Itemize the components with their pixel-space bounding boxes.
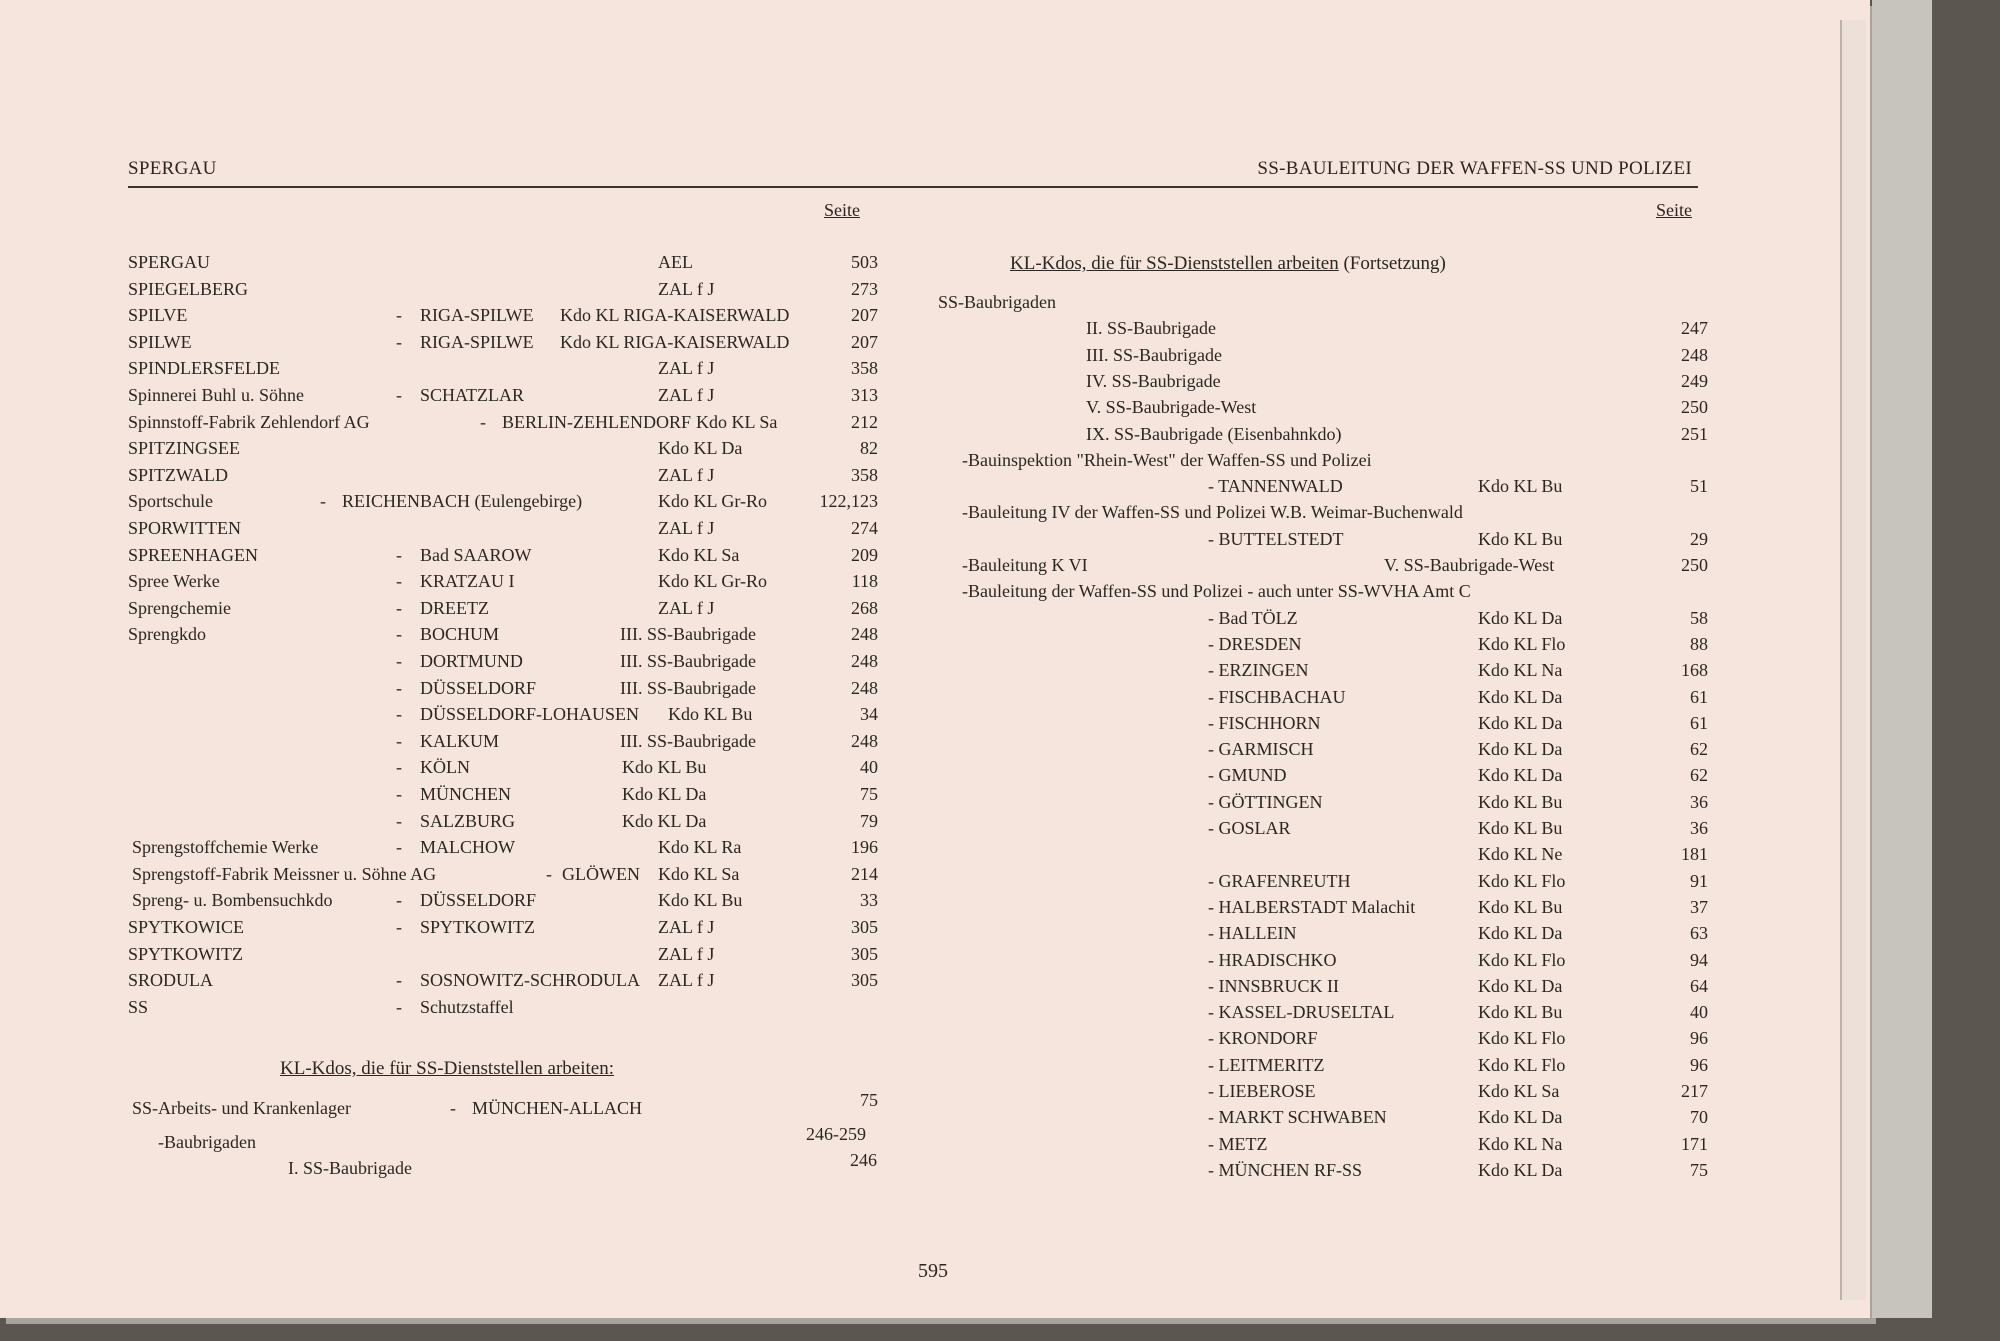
left-index-row bbox=[128, 465, 878, 491]
entry-page: 246-259 bbox=[806, 1124, 866, 1144]
right-index-row bbox=[938, 844, 1708, 870]
row-page: 94 bbox=[1690, 950, 1708, 970]
page-number: 595 bbox=[918, 1260, 948, 1282]
entry-page: 248 bbox=[851, 651, 878, 671]
entry-place: MÜNCHEN-ALLACH bbox=[472, 1098, 642, 1118]
entry-place: MÜNCHEN bbox=[420, 784, 512, 804]
entry-type: Kdo KL Gr-Ro bbox=[658, 571, 767, 591]
row-place: - FISCHBACHAU bbox=[1208, 687, 1346, 707]
row-type: Kdo KL Bu bbox=[1478, 529, 1563, 549]
entry-page: 248 bbox=[851, 731, 878, 751]
entry-page: 273 bbox=[851, 279, 878, 299]
row-brigade: II. SS-Baubrigade bbox=[1086, 318, 1216, 338]
right-index-row bbox=[938, 1081, 1708, 1107]
left-index-row bbox=[128, 305, 878, 331]
seite-label-right: Seite bbox=[1656, 200, 1692, 220]
right-index-row bbox=[938, 739, 1708, 765]
entry-place: DREETZ bbox=[420, 598, 489, 618]
left-index-row bbox=[128, 438, 878, 464]
entry-page: 207 bbox=[851, 305, 878, 325]
entry-place: DÜSSELDORF-LOHAUSEN bbox=[420, 704, 640, 724]
row-page: 51 bbox=[1690, 476, 1708, 496]
entry-dash: - bbox=[396, 757, 402, 777]
row-page: 75 bbox=[1690, 1160, 1708, 1180]
entry-name: SPIEGELBERG bbox=[128, 279, 249, 299]
row-page: 70 bbox=[1690, 1107, 1708, 1127]
entry-name: SS-Arbeits- und Krankenlager bbox=[132, 1098, 351, 1118]
row-brigade: IV. SS-Baubrigade bbox=[1086, 371, 1221, 391]
entry-type: Kdo KL RIGA-KAISERWALD bbox=[560, 332, 790, 352]
right-index-row bbox=[938, 765, 1708, 791]
row-type: Kdo KL Flo bbox=[1478, 1028, 1566, 1048]
entry-page: 122,123 bbox=[819, 491, 878, 511]
row-heading: -Bauleitung der Waffen-SS und Polizei - auch unter SS-WVHA Amt C bbox=[962, 581, 1471, 601]
entry-name: Spree Werke bbox=[128, 571, 220, 591]
row-type: Kdo KL Sa bbox=[1478, 1081, 1560, 1101]
row-place: - HALLEIN bbox=[1208, 923, 1297, 943]
entry-name: Spinnstoff-Fabrik Zehlendorf AG bbox=[128, 412, 370, 432]
right-index-row bbox=[938, 950, 1708, 976]
entry-page: 313 bbox=[851, 385, 878, 405]
running-header-left: SPERGAU bbox=[128, 158, 217, 179]
entry-dash: - bbox=[396, 571, 402, 591]
entry-page: 246 bbox=[850, 1150, 877, 1170]
right-index-row bbox=[938, 660, 1708, 686]
entry-type: ZAL f J bbox=[658, 970, 715, 990]
row-place: - METZ bbox=[1208, 1134, 1268, 1154]
entry-type: III. SS-Baubrigade bbox=[620, 731, 756, 751]
entry-type: ZAL f J bbox=[658, 385, 715, 405]
row-type: Kdo KL Na bbox=[1478, 660, 1563, 680]
entry-place: KÖLN bbox=[420, 757, 470, 777]
entry-page: 196 bbox=[851, 837, 878, 857]
entry-name: SPREENHAGEN bbox=[128, 545, 259, 565]
left-index-row bbox=[128, 412, 878, 438]
entry-dash: - bbox=[396, 890, 402, 910]
right-index-row bbox=[938, 1134, 1708, 1160]
entry-type: ZAL f J bbox=[658, 465, 715, 485]
row-page: 61 bbox=[1690, 713, 1708, 733]
entry-type: ZAL f J bbox=[658, 358, 715, 378]
entry-type: Kdo KL Da bbox=[622, 784, 707, 804]
right-section-title: KL-Kdos, die für SS-Dienststellen arbeiten bbox=[1010, 253, 1339, 274]
entry-place: Bad SAAROW bbox=[420, 545, 532, 565]
right-section-title-suffix: (Fortsetzung) bbox=[1343, 253, 1446, 274]
entry-place: RIGA-SPILWE bbox=[420, 305, 534, 325]
row-heading: -Bauinspektion "Rhein-West" der Waffen-SS und Polizei bbox=[962, 450, 1372, 470]
left-index-row bbox=[128, 598, 878, 624]
entry-page: 248 bbox=[851, 624, 878, 644]
entry-type: III. SS-Baubrigade bbox=[620, 651, 756, 671]
entry-page: 79 bbox=[860, 811, 878, 831]
left-index-row bbox=[128, 997, 878, 1023]
entry-dash: - bbox=[450, 1098, 456, 1118]
left-index-row bbox=[128, 757, 878, 783]
row-type: Kdo KL Da bbox=[1478, 739, 1563, 759]
row-place: - LIEBEROSE bbox=[1208, 1081, 1316, 1101]
row-page: 58 bbox=[1690, 608, 1708, 628]
right-index-row bbox=[938, 581, 1708, 607]
entry-page: 82 bbox=[860, 438, 878, 458]
row-page: 61 bbox=[1690, 687, 1708, 707]
entry-place: Schutzstaffel bbox=[420, 997, 514, 1017]
entry-page: 274 bbox=[851, 518, 878, 538]
entry-name: I. SS-Baubrigade bbox=[288, 1158, 412, 1178]
entry-page: 33 bbox=[860, 890, 878, 910]
entry-name: SPINDLERSFELDE bbox=[128, 358, 281, 378]
row-page: 168 bbox=[1681, 660, 1708, 680]
left-index-row bbox=[128, 784, 878, 810]
entry-type: ZAL f J bbox=[658, 917, 715, 937]
seite-label-left: Seite bbox=[824, 200, 860, 220]
entry-dash: - bbox=[396, 678, 402, 698]
entry-dash: - bbox=[396, 917, 402, 937]
entry-page: 75 bbox=[860, 784, 878, 804]
row-page: 62 bbox=[1690, 765, 1708, 785]
entry-place: REICHENBACH (Eulengebirge) bbox=[342, 491, 583, 511]
entry-name: SPYTKOWITZ bbox=[128, 944, 243, 964]
row-page: 247 bbox=[1681, 318, 1708, 338]
entry-page: 268 bbox=[851, 598, 878, 618]
entry-place: GLÖWEN bbox=[562, 864, 640, 884]
left-index-row bbox=[128, 811, 878, 837]
entry-dash: - bbox=[396, 624, 402, 644]
left-index-row bbox=[128, 545, 878, 571]
row-type: Kdo KL Na bbox=[1478, 1134, 1563, 1154]
entry-name: Sprengchemie bbox=[128, 598, 231, 618]
book-binding bbox=[1872, 0, 1932, 1318]
right-index-row bbox=[938, 450, 1708, 476]
row-page: 29 bbox=[1690, 529, 1708, 549]
right-index-row bbox=[938, 555, 1708, 581]
right-index-row bbox=[938, 1107, 1708, 1133]
left-index-row bbox=[128, 890, 878, 916]
row-heading: -Bauleitung IV der Waffen-SS und Polizei W.B. Weimar-Buchenwald bbox=[962, 502, 1463, 522]
right-index-row bbox=[938, 318, 1708, 344]
entry-dash: - bbox=[396, 731, 402, 751]
entry-type: Kdo KL Bu bbox=[658, 890, 743, 910]
entry-type: ZAL f J bbox=[658, 279, 715, 299]
row-page: 40 bbox=[1690, 1002, 1708, 1022]
left-index-row bbox=[128, 678, 878, 704]
row-place: - BUTTELSTEDT bbox=[1208, 529, 1344, 549]
entry-dash: - bbox=[396, 305, 402, 325]
entry-page: 358 bbox=[851, 465, 878, 485]
entry-dash: - bbox=[396, 970, 402, 990]
left-index-row bbox=[128, 518, 878, 544]
left-index-row bbox=[128, 385, 878, 411]
row-type: Kdo KL Da bbox=[1478, 976, 1563, 996]
row-place: - HRADISCHKO bbox=[1208, 950, 1337, 970]
right-index-row bbox=[938, 1002, 1708, 1028]
row-type: Kdo KL Bu bbox=[1478, 792, 1563, 812]
row-place: - FISCHHORN bbox=[1208, 713, 1321, 733]
entry-dash: - bbox=[396, 651, 402, 671]
row-heading: -Bauleitung K VI bbox=[962, 555, 1088, 575]
left-index-row bbox=[128, 864, 878, 890]
row-type: Kdo KL Flo bbox=[1478, 950, 1566, 970]
entry-dash: - bbox=[396, 385, 402, 405]
right-index-row bbox=[938, 476, 1708, 502]
row-place: - GÖTTINGEN bbox=[1208, 792, 1323, 812]
entry-place: SALZBURG bbox=[420, 811, 516, 831]
row-place: - GRAFENREUTH bbox=[1208, 871, 1351, 891]
row-type: Kdo KL Bu bbox=[1478, 897, 1563, 917]
right-index-row bbox=[938, 792, 1708, 818]
entry-name: SS bbox=[128, 997, 149, 1017]
row-place: - DRESDEN bbox=[1208, 634, 1302, 654]
row-type: Kdo KL Ne bbox=[1478, 844, 1563, 864]
entry-name: SPORWITTEN bbox=[128, 518, 242, 538]
right-index-row bbox=[938, 397, 1708, 423]
entry-type: Kdo KL Sa bbox=[696, 412, 778, 432]
entry-name: SPITZWALD bbox=[128, 465, 228, 485]
row-type: Kdo KL Bu bbox=[1478, 476, 1563, 496]
header-rule bbox=[128, 186, 1698, 188]
row-page: 63 bbox=[1690, 923, 1708, 943]
page-edge bbox=[1840, 20, 1866, 1300]
left-index-row bbox=[128, 970, 878, 996]
right-index-row bbox=[938, 529, 1708, 555]
entry-page: 503 bbox=[851, 252, 878, 272]
row-page: 37 bbox=[1690, 897, 1708, 917]
entry-dash: - bbox=[396, 811, 402, 831]
entry-type: Kdo KL Gr-Ro bbox=[658, 491, 767, 511]
row-type: Kdo KL Flo bbox=[1478, 871, 1566, 891]
left-index-row bbox=[128, 944, 878, 970]
row-place: - LEITMERITZ bbox=[1208, 1055, 1325, 1075]
entry-place: BOCHUM bbox=[420, 624, 500, 644]
row-place: - KRONDORF bbox=[1208, 1028, 1318, 1048]
entry-dash: - bbox=[320, 491, 326, 511]
row-place: - HALBERSTADT Malachit bbox=[1208, 897, 1416, 917]
right-index-row bbox=[938, 1055, 1708, 1081]
row-place: - GMUND bbox=[1208, 765, 1287, 785]
right-index-row bbox=[938, 976, 1708, 1002]
entry-dash: - bbox=[396, 545, 402, 565]
row-page: 96 bbox=[1690, 1055, 1708, 1075]
entry-place: SPYTKOWITZ bbox=[420, 917, 535, 937]
entry-name: SPERGAU bbox=[128, 252, 211, 272]
entry-type: Kdo KL Da bbox=[658, 438, 743, 458]
row-page: 217 bbox=[1681, 1081, 1708, 1101]
entry-type: Kdo KL Bu bbox=[622, 757, 707, 777]
entry-page: 305 bbox=[851, 970, 878, 990]
row-place: - INNSBRUCK II bbox=[1208, 976, 1340, 996]
left-index-row bbox=[128, 731, 878, 757]
entry-page: 40 bbox=[860, 757, 878, 777]
row-brigade: III. SS-Baubrigade bbox=[1086, 345, 1222, 365]
entry-type: Kdo KL Bu bbox=[668, 704, 753, 724]
left-index-row bbox=[128, 624, 878, 650]
row-type: Kdo KL Flo bbox=[1478, 1055, 1566, 1075]
row-place: - ERZINGEN bbox=[1208, 660, 1309, 680]
row-page: 250 bbox=[1681, 397, 1708, 417]
row-page: 250 bbox=[1681, 555, 1708, 575]
row-type: Kdo KL Da bbox=[1478, 713, 1563, 733]
entry-type: ZAL f J bbox=[658, 518, 715, 538]
entry-type: III. SS-Baubrigade bbox=[620, 624, 756, 644]
right-index-row bbox=[938, 1160, 1708, 1186]
entry-name: -Baubrigaden bbox=[158, 1132, 256, 1152]
left-section-title: KL-Kdos, die für SS-Dienststellen arbeiten: bbox=[280, 1058, 615, 1079]
row-heading: SS-Baubrigaden bbox=[938, 292, 1056, 312]
right-index-row bbox=[938, 871, 1708, 897]
entry-dash: - bbox=[480, 412, 486, 432]
row-brigade: IX. SS-Baubrigade (Eisenbahnkdo) bbox=[1086, 424, 1342, 444]
row-type: Kdo KL Flo bbox=[1478, 634, 1566, 654]
row-type: Kdo KL Da bbox=[1478, 608, 1563, 628]
right-index-row bbox=[938, 424, 1708, 450]
entry-page: 118 bbox=[851, 571, 878, 591]
right-index-row bbox=[938, 502, 1708, 528]
entry-place: DÜSSELDORF bbox=[420, 678, 537, 698]
entry-name: SPILVE bbox=[128, 305, 188, 325]
entry-place: KRATZAU I bbox=[420, 571, 515, 591]
row-place: - GOSLAR bbox=[1208, 818, 1291, 838]
entry-name: Spinnerei Buhl u. Söhne bbox=[128, 385, 304, 405]
entry-type: Kdo KL Ra bbox=[658, 837, 742, 857]
row-place: - TANNENWALD bbox=[1208, 476, 1343, 496]
row-page: 251 bbox=[1681, 424, 1708, 444]
row-place: - GARMISCH bbox=[1208, 739, 1314, 759]
left-index-row bbox=[128, 917, 878, 943]
entry-dash: - bbox=[396, 704, 402, 724]
left-index-row bbox=[128, 651, 878, 677]
row-page: 91 bbox=[1690, 871, 1708, 891]
entry-dash: - bbox=[396, 837, 402, 857]
entry-name: SPYTKOWICE bbox=[128, 917, 244, 937]
entry-name: Sprengstoff-Fabrik Meissner u. Söhne AG bbox=[132, 864, 437, 884]
right-index-row bbox=[938, 818, 1708, 844]
entry-name: SPITZINGSEE bbox=[128, 438, 240, 458]
right-index-row bbox=[938, 923, 1708, 949]
left-index-row bbox=[128, 252, 878, 278]
row-type: Kdo KL Da bbox=[1478, 1107, 1563, 1127]
entry-name: SPILWE bbox=[128, 332, 192, 352]
entry-page: 305 bbox=[851, 917, 878, 937]
left-index-row bbox=[128, 358, 878, 384]
row-type: V. SS-Baubrigade-West bbox=[1384, 555, 1555, 575]
entry-type: ZAL f J bbox=[658, 944, 715, 964]
left-index-row bbox=[128, 279, 878, 305]
row-page: 181 bbox=[1681, 844, 1708, 864]
entry-page: 305 bbox=[851, 944, 878, 964]
entry-page: 214 bbox=[851, 864, 878, 884]
entry-name: Spreng- u. Bombensuchkdo bbox=[132, 890, 333, 910]
right-index-row bbox=[938, 634, 1708, 660]
entry-dash: - bbox=[546, 864, 552, 884]
right-index-row bbox=[938, 371, 1708, 397]
left-index-row bbox=[128, 491, 878, 517]
left-index-row bbox=[128, 704, 878, 730]
entry-page: 34 bbox=[860, 704, 878, 724]
entry-type: Kdo KL Da bbox=[622, 811, 707, 831]
entry-dash: - bbox=[396, 784, 402, 804]
entry-name: Sprengstoffchemie Werke bbox=[132, 837, 319, 857]
left-index-row bbox=[128, 332, 878, 358]
entry-dash: - bbox=[396, 332, 402, 352]
right-index-row bbox=[938, 345, 1708, 371]
entry-type: Kdo KL Sa bbox=[658, 864, 740, 884]
right-index-row bbox=[938, 687, 1708, 713]
row-place: - MÜNCHEN RF-SS bbox=[1208, 1160, 1363, 1180]
left-section-line-3 bbox=[288, 1150, 898, 1184]
running-header-right: SS-BAULEITUNG DER WAFFEN-SS UND POLIZEI bbox=[1257, 158, 1692, 179]
right-index-row bbox=[938, 608, 1708, 634]
row-brigade: V. SS-Baubrigade-West bbox=[1086, 397, 1257, 417]
row-type: Kdo KL Bu bbox=[1478, 1002, 1563, 1022]
row-page: 36 bbox=[1690, 818, 1708, 838]
row-page: 64 bbox=[1690, 976, 1708, 996]
entry-name: Sportschule bbox=[128, 491, 213, 511]
right-index-row bbox=[938, 292, 1708, 318]
entry-place: SCHATZLAR bbox=[420, 385, 525, 405]
left-section-line-2 bbox=[158, 1124, 898, 1158]
row-page: 249 bbox=[1681, 371, 1708, 391]
right-index-row bbox=[938, 1028, 1708, 1054]
left-index-row bbox=[128, 837, 878, 863]
entry-type: Kdo KL RIGA-KAISERWALD bbox=[560, 305, 790, 325]
entry-page: 207 bbox=[851, 332, 878, 352]
row-page: 36 bbox=[1690, 792, 1708, 812]
row-place: - MARKT SCHWABEN bbox=[1208, 1107, 1387, 1127]
right-index-row bbox=[938, 713, 1708, 739]
row-type: Kdo KL Da bbox=[1478, 923, 1563, 943]
entry-type: AEL bbox=[658, 252, 693, 272]
entry-place: RIGA-SPILWE bbox=[420, 332, 534, 352]
row-type: Kdo KL Da bbox=[1478, 1160, 1563, 1180]
entry-name: Sprengkdo bbox=[128, 624, 206, 644]
entry-page: 248 bbox=[851, 678, 878, 698]
row-type: Kdo KL Da bbox=[1478, 687, 1563, 707]
right-section-title-wrap bbox=[1010, 253, 1446, 275]
row-type: Kdo KL Da bbox=[1478, 765, 1563, 785]
row-type: Kdo KL Bu bbox=[1478, 818, 1563, 838]
row-place: - KASSEL-DRUSELTAL bbox=[1208, 1002, 1395, 1022]
entry-type: III. SS-Baubrigade bbox=[620, 678, 756, 698]
entry-place: DÜSSELDORF bbox=[420, 890, 537, 910]
entry-dash: - bbox=[396, 598, 402, 618]
left-index-row bbox=[128, 571, 878, 597]
left-section-line-1 bbox=[132, 1090, 892, 1124]
entry-place: BERLIN-ZEHLENDORF bbox=[502, 412, 691, 432]
entry-place: MALCHOW bbox=[420, 837, 515, 857]
entry-place: DORTMUND bbox=[420, 651, 523, 671]
entry-page: 75 bbox=[860, 1090, 878, 1110]
row-page: 248 bbox=[1681, 345, 1708, 365]
row-place: - Bad TÖLZ bbox=[1208, 608, 1298, 628]
entry-place: SOSNOWITZ-SCHRODULA bbox=[420, 970, 640, 990]
right-index-row bbox=[938, 897, 1708, 923]
entry-place: KALKUM bbox=[420, 731, 499, 751]
entry-page: 209 bbox=[851, 545, 878, 565]
entry-type: Kdo KL Sa bbox=[658, 545, 740, 565]
entry-type: ZAL f J bbox=[658, 598, 715, 618]
row-page: 88 bbox=[1690, 634, 1708, 654]
row-page: 96 bbox=[1690, 1028, 1708, 1048]
entry-dash: - bbox=[396, 997, 402, 1017]
entry-page: 358 bbox=[851, 358, 878, 378]
entry-name: SRODULA bbox=[128, 970, 214, 990]
row-page: 171 bbox=[1681, 1134, 1708, 1154]
entry-page: 212 bbox=[851, 412, 878, 432]
row-page: 62 bbox=[1690, 739, 1708, 759]
